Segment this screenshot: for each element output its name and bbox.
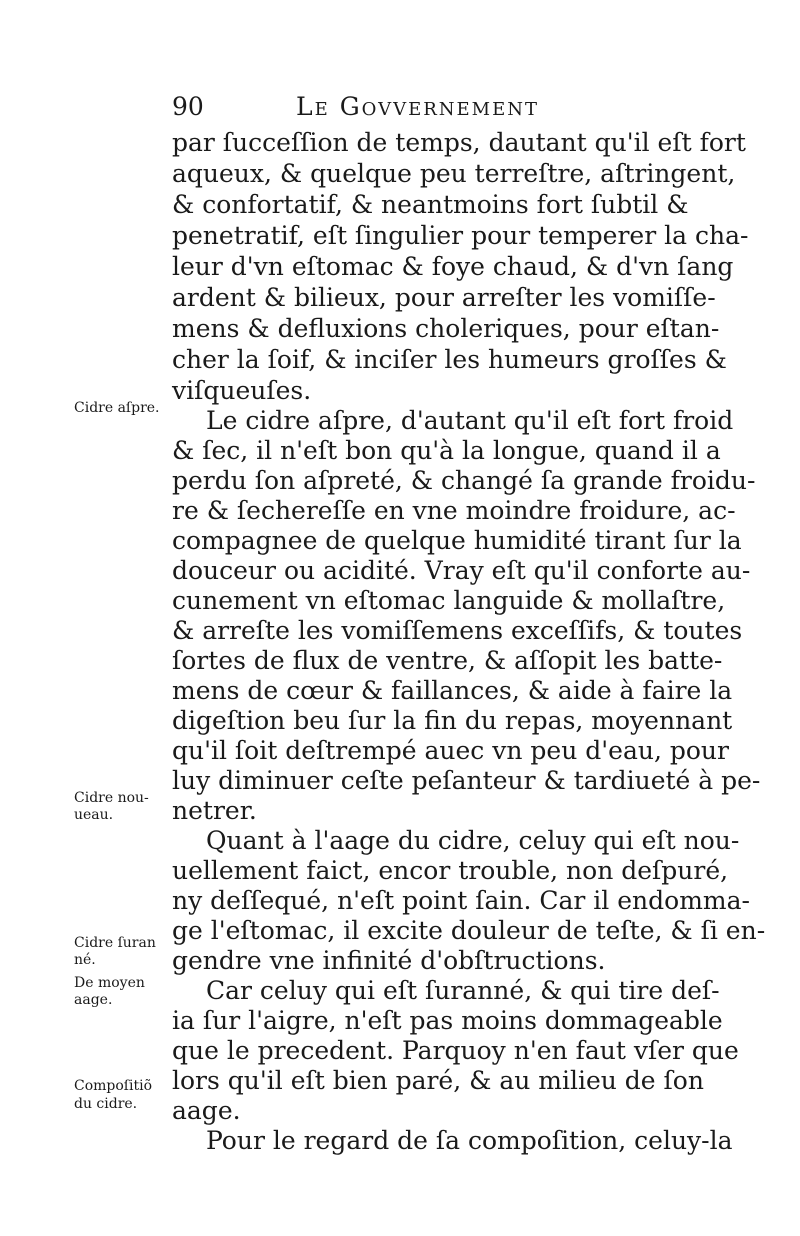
text-line: mens & defluxions choleriques, pour eſtan-: [172, 314, 720, 343]
text-line: re & ſechereſſe en vne moindre froidure, ac-: [172, 496, 736, 525]
text-line: Pour le regard de ſa compoſition, celuy-la: [206, 1126, 733, 1155]
text-line: uellement faict, encor trouble, non deſpuré,: [172, 856, 729, 885]
page-header: [172, 92, 672, 126]
page-number: 90: [172, 92, 204, 121]
text-line: gendre vne infinité d'obſtructions.: [172, 946, 606, 975]
text-line: leur d'vn eſtomac & foye chaud, & d'vn ſang: [172, 252, 734, 281]
text-line: ia ſur l'aigre, n'eſt pas moins dommageable: [172, 1006, 723, 1035]
text-line: viſqueuſes.: [172, 376, 312, 405]
running-head: Le Govvernement: [296, 92, 540, 121]
margin-note: De moyen: [74, 975, 145, 991]
text-line: Car celuy qui eſt ſuranné, & qui tire deſ-: [206, 976, 720, 1005]
text-line: que le precedent. Parquoy n'en faut vſer que: [172, 1036, 739, 1065]
text-line: digeſtion beu ſur la fin du repas, moyennant: [172, 706, 733, 735]
margin-note: Compoſitiõ: [74, 1078, 152, 1094]
text-line: ny deſſequé, n'eſt point ſain. Car il endomma-: [172, 886, 750, 915]
margin-note: du cidre.: [74, 1096, 138, 1112]
margin-note: Cidre aſpre.: [74, 400, 160, 416]
text-line: & confortatif, & neantmoins fort ſubtil &: [172, 190, 689, 219]
text-line: ge l'eſtomac, il excite douleur de teſte, & ſi en-: [172, 916, 766, 945]
text-line: cunement vn eſtomac languide & mollaſtre,: [172, 586, 726, 615]
text-line: perdu ſon aſpreté, & changé ſa grande froidu-: [172, 466, 756, 495]
text-line: ardent & bilieux, pour arreſter les vomiſſe-: [172, 283, 716, 312]
margin-note: né.: [74, 952, 96, 968]
text-line: mens de cœur & faillances, & aide à faire la: [172, 676, 733, 705]
margin-note: Cidre nou-: [74, 790, 149, 806]
text-line: Quant à l'aage du cidre, celuy qui eſt nou-: [206, 826, 740, 855]
margin-note: Cidre ſuran: [74, 935, 156, 951]
text-line: Le cidre aſpre, d'autant qu'il eſt fort froid: [206, 406, 734, 435]
text-line: luy diminuer ceſte peſanteur & tardiueté à pe-: [172, 766, 761, 795]
text-line: lors qu'il eſt bien paré, & au milieu de ſon: [172, 1066, 704, 1095]
text-line: penetratif, eſt ſingulier pour temperer la cha-: [172, 221, 749, 250]
margin-note: aage.: [74, 992, 113, 1008]
text-line: ſortes de flux de ventre, & aſſopit les batte-: [172, 646, 723, 675]
margin-note: ueau.: [74, 807, 114, 823]
text-line: par ſucceſſion de temps, dautant qu'il eſt fort: [172, 128, 746, 157]
text-line: & arreſte les vomiſſemens exceſſifs, & toutes: [172, 616, 743, 645]
text-line: douceur ou acidité. Vray eſt qu'il conforte au-: [172, 556, 751, 585]
text-line: compagnee de quelque humidité tirant ſur la: [172, 526, 742, 555]
text-line: netrer.: [172, 796, 257, 825]
text-line: aqueux, & quelque peu terreſtre, aſtringent,: [172, 159, 736, 188]
text-line: aage.: [172, 1096, 241, 1125]
text-line: cher la ſoif, & inciſer les humeurs groſſes &: [172, 345, 727, 374]
text-line: & ſec, il n'eſt bon qu'à la longue, quand il a: [172, 436, 721, 465]
text-line: qu'il ſoit deſtrempé auec vn peu d'eau, pour: [172, 736, 729, 765]
